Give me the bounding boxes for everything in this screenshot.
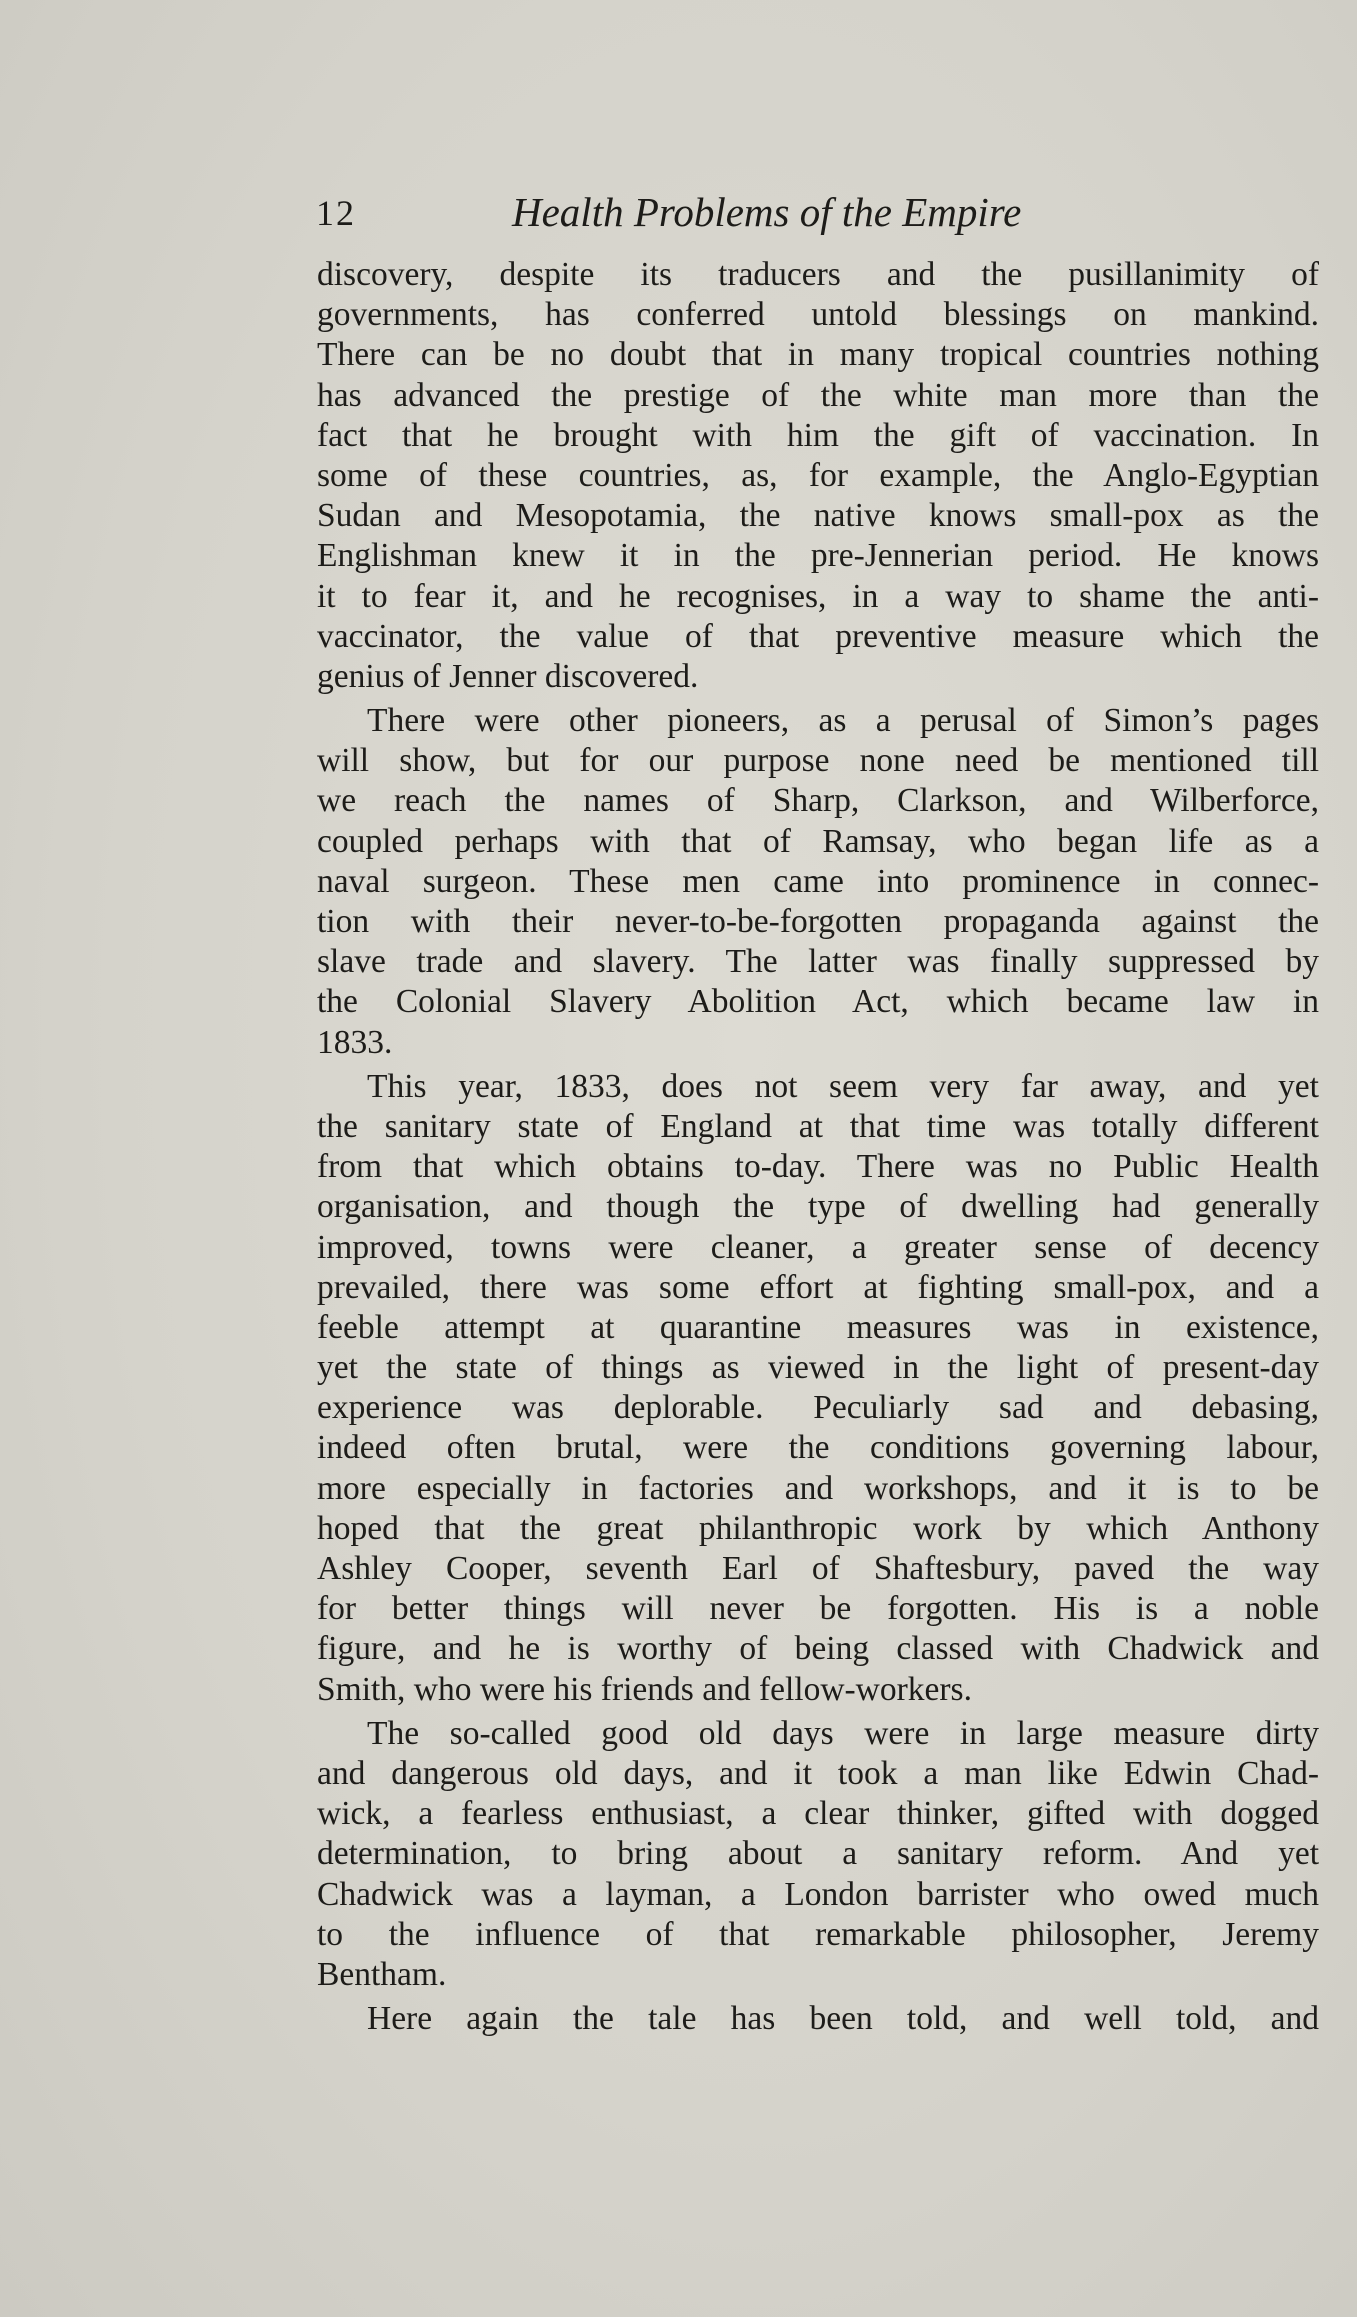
text-line: The so-called good old days were in large measure dirty [367, 1714, 1319, 1752]
paragraph [317, 1067, 1319, 1710]
text-line: for better things will never be forgotten. His is a noble [317, 1590, 1319, 1628]
text-line: genius of Jenner discovered. [317, 657, 699, 695]
running-head [316, 188, 1316, 244]
text-line: yet the state of things as viewed in the light of present-day [317, 1349, 1319, 1387]
text-line: from that which obtains to-day. There was no Public Health [317, 1148, 1319, 1186]
text-line: prevailed, there was some effort at fighting small-pox, and a [317, 1268, 1319, 1306]
text-line: fact that he brought with him the gift of vaccination. In [317, 416, 1319, 454]
text-line: coupled perhaps with that of Ramsay, who began life as a [317, 822, 1319, 860]
text-line: wick, a fearless enthusiast, a clear thinker, gifted with dogged [317, 1795, 1319, 1833]
text-line: to the influence of that remarkable philosopher, Jeremy [317, 1915, 1319, 1953]
body-text [317, 255, 1319, 2039]
paragraph [317, 1714, 1319, 1995]
text-line: 1833. [317, 1023, 393, 1061]
text-line: tion with their never-to-be-forgotten propaganda against the [317, 903, 1319, 940]
text-line: indeed often brutal, were the conditions governing labour, [317, 1429, 1319, 1467]
text-line: Smith, who were his friends and fellow-workers. [317, 1670, 972, 1708]
text-line: Ashley Cooper, seventh Earl of Shaftesbury, paved the way [317, 1550, 1319, 1587]
text-line: There were other pioneers, as a perusal of Simon’s pages [367, 702, 1319, 740]
text-line: has advanced the prestige of the white man more than the [317, 376, 1319, 414]
text-line: some of these countries, as, for example, the Anglo-Egyptian [317, 456, 1319, 494]
text-line: This year, 1833, does not seem very far away, and yet [367, 1067, 1319, 1105]
paragraph [317, 255, 1319, 697]
text-line: Chadwick was a layman, a London barrister who owed much [317, 1875, 1319, 1913]
text-line: There can be no doubt that in many tropical countries nothing [317, 336, 1319, 374]
text-line: governments, has conferred untold blessings on mankind. [317, 296, 1319, 334]
text-line: Sudan and Mesopotamia, the native knows small-pox as the [317, 497, 1319, 535]
text-line: Englishman knew it in the pre-Jennerian period. He knows [317, 537, 1319, 575]
text-line: more especially in factories and workshops, and it is to be [317, 1469, 1319, 1507]
text-line: it to fear it, and he recognises, in a way to shame the anti- [317, 577, 1319, 615]
text-line: will show, but for our purpose none need be mentioned till [317, 742, 1319, 780]
text-line: organisation, and though the type of dwelling had generally [317, 1188, 1319, 1226]
text-line: slave trade and slavery. The latter was finally suppressed by [317, 943, 1319, 981]
text-line: naval surgeon. These men came into prominence in connec- [317, 862, 1319, 900]
text-line: figure, and he is worthy of being classed with Chadwick and [317, 1630, 1319, 1668]
running-title: Health Problems of the Empire [512, 189, 1022, 235]
text-line: Here again the tale has been told, and well told, and [367, 2000, 1319, 2038]
text-line: the Colonial Slavery Abolition Act, which became law in [317, 983, 1319, 1021]
text-line: discovery, despite its traducers and the pusillanimity of [317, 256, 1319, 293]
text-line: Bentham. [317, 1955, 447, 1993]
text-line: determination, to bring about a sanitary reform. And yet [317, 1835, 1319, 1873]
text-line: we reach the names of Sharp, Clarkson, and Wilberforce, [317, 782, 1319, 820]
text-line: the sanitary state of England at that time was totally different [317, 1107, 1319, 1145]
text-line: and dangerous old days, and it took a man like Edwin Chad- [317, 1754, 1319, 1792]
text-line: improved, towns were cleaner, a greater sense of decency [317, 1228, 1319, 1266]
text-line: feeble attempt at quarantine measures was in existence, [317, 1308, 1319, 1346]
text-line: experience was deplorable. Peculiarly sad and debasing, [317, 1389, 1319, 1427]
paragraph [317, 701, 1319, 1063]
page-number: 12 [316, 193, 356, 233]
text-line: vaccinator, the value of that preventive measure which the [317, 617, 1319, 655]
paragraph [317, 1999, 1319, 2039]
text-line: hoped that the great philanthropic work by which Anthony [317, 1509, 1319, 1547]
